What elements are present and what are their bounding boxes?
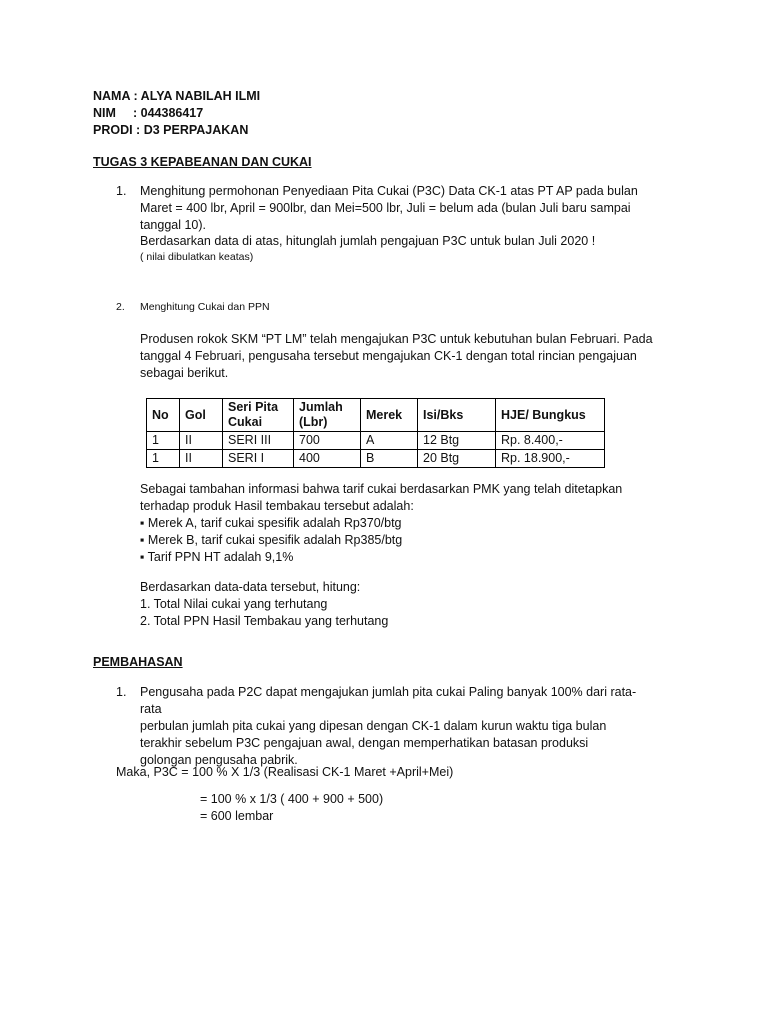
q2-info-line: Sebagai tambahan informasi bahwa tarif cukai berdasarkan PMK yang telah ditetapkan <box>140 482 623 496</box>
table-header-row <box>147 399 605 432</box>
table-cell: 1 <box>147 432 180 450</box>
table-header-cell: Merek <box>361 399 418 432</box>
order-table <box>146 398 605 468</box>
p3c-result: = 600 lembar <box>200 809 274 823</box>
table-row <box>147 450 605 468</box>
q2-para-line: sebagai berikut. <box>140 366 229 380</box>
student-nim-label: NIM <box>93 106 116 120</box>
table-cell: II <box>180 450 223 468</box>
table-cell: 400 <box>294 450 361 468</box>
assignment-title: TUGAS 3 KEPABEANAN DAN CUKAI <box>93 155 312 169</box>
q2-info <box>140 481 674 566</box>
pembahasan-line: terakhir sebelum P3C pengajuan awal, dengan memperhatikan batasan produksi <box>140 736 589 750</box>
table-cell: SERI I <box>223 450 294 468</box>
table-header-cell: Seri Pita Cukai <box>223 399 294 432</box>
q2-ask-item: 2. Total PPN Hasil Tembakau yang terhutang <box>140 614 389 628</box>
table-cell: 1 <box>147 450 180 468</box>
q1-question: Berdasarkan data di atas, hitunglah jumlah pengajuan P3C untuk bulan Juli 2020 ! <box>140 234 596 248</box>
pembahasan-title: PEMBAHASAN <box>93 655 183 669</box>
q2-paragraph <box>140 331 674 382</box>
table-header-cell: No <box>147 399 180 432</box>
table-cell: 12 Btg <box>418 432 496 450</box>
p3c-calculation: = 100 % x 1/3 ( 400 + 900 + 500) <box>200 792 384 806</box>
q2-asks <box>140 579 388 630</box>
table-row <box>147 432 605 450</box>
tariff-bullet: ▪ Tarif PPN HT adalah 9,1% <box>140 550 294 564</box>
q2-heading: Menghitung Cukai dan PPN <box>140 301 270 313</box>
pembahasan-line: Pengusaha pada P2C dapat mengajukan jumlah pita cukai Paling banyak 100% dari rata-rata <box>140 685 637 716</box>
pembahasan-number: 1. <box>116 685 127 699</box>
q2-para-line: Produsen rokok SKM “PT LM” telah mengajukan P3C untuk kebutuhan bulan Februari. Pada <box>140 332 653 346</box>
table-header-cell: Gol <box>180 399 223 432</box>
q2-info-line: terhadap produk Hasil tembakau tersebut adalah: <box>140 499 414 513</box>
student-name: NAMA : ALYA NABILAH ILMI <box>93 89 261 103</box>
table-header-cell: Jumlah (Lbr) <box>294 399 361 432</box>
table-cell: SERI III <box>223 432 294 450</box>
q1-number: 1. <box>116 184 127 198</box>
table-cell: 20 Btg <box>418 450 496 468</box>
q1-line: Maret = 400 lbr, April = 900lbr, dan Mei=500 lbr, Juli = belum ada (bulan Juli baru sampai <box>140 201 631 215</box>
q1-text <box>140 183 680 234</box>
q1-line: Menghitung permohonan Penyediaan Pita Cukai (P3C) Data CK-1 atas PT AP pada bulan <box>140 184 638 198</box>
table-cell: Rp. 18.900,- <box>496 450 605 468</box>
q2-para-line: tanggal 4 Februari, pengusaha tersebut mengajukan CK-1 dengan total rincian pengajuan <box>140 349 637 363</box>
table-cell: A <box>361 432 418 450</box>
table-cell: Rp. 8.400,- <box>496 432 605 450</box>
tariff-bullet: ▪ Merek B, tarif cukai spesifik adalah Rp385/btg <box>140 533 403 547</box>
q2-ask-item: 1. Total Nilai cukai yang terhutang <box>140 597 328 611</box>
table-header-cell: Isi/Bks <box>418 399 496 432</box>
student-prodi: PRODI : D3 PERPAJAKAN <box>93 123 249 137</box>
table-header-cell: HJE/ Bungkus <box>496 399 605 432</box>
table-cell: II <box>180 432 223 450</box>
q2-ask-intro: Berdasarkan data-data tersebut, hitung: <box>140 580 361 594</box>
table-cell: B <box>361 450 418 468</box>
p3c-formula: Maka, P3C = 100 % X 1/3 (Realisasi CK-1 Maret +April+Mei) <box>116 765 454 779</box>
pembahasan-text <box>140 684 640 769</box>
q1-note: ( nilai dibulatkan keatas) <box>140 251 254 263</box>
student-nim-value: : 044386417 <box>133 106 204 120</box>
q2-number: 2. <box>116 301 125 313</box>
tariff-bullet: ▪ Merek A, tarif cukai spesifik adalah Rp370/btg <box>140 516 402 530</box>
table-cell: 700 <box>294 432 361 450</box>
pembahasan-line: perbulan jumlah pita cukai yang dipesan dengan CK-1 dalam kurun waktu tiga bulan <box>140 719 607 733</box>
pembahasan-line: golongan pengusaha pabrik. <box>140 753 298 767</box>
q1-line: tanggal 10). <box>140 218 207 232</box>
